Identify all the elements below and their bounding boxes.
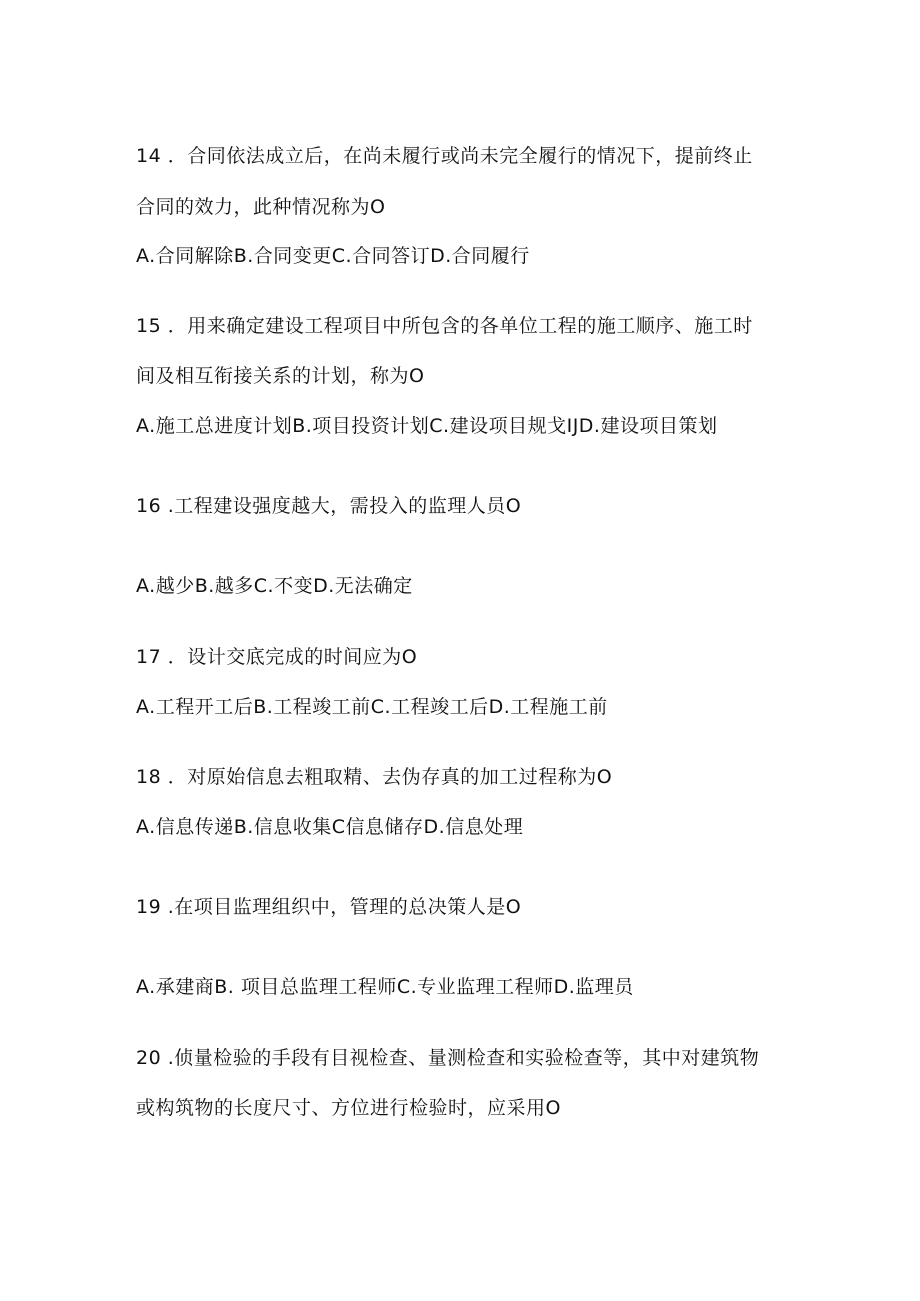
question-17-stem: 17 ．设计交底完成的时间应为O xyxy=(136,646,418,668)
question-20-stem-line-1: 20 .侦量检验的手段有目视检查、量测检查和实验检查等，其中对建筑物 xyxy=(136,1047,760,1069)
question-17-options: A.工程开工后B.工程竣工前C.工程竣工后D.工程施工前 xyxy=(136,696,608,718)
question-19-options: A.承建商B. 项目总监理工程师C.专业监理工程师D.监理员 xyxy=(136,976,634,998)
question-15-stem-line-2: 间及相互衔接关系的计划，称为O xyxy=(136,365,425,387)
question-18-options: A.信息传递B.信息收集C信息储存D.信息处理 xyxy=(136,816,524,838)
question-14-stem-line-1: 14 ．合同依法成立后，在尚未履行或尚未完全履行的情况下，提前终止 xyxy=(136,145,753,167)
question-16-options: A.越少B.越多C.不变D.无法确定 xyxy=(136,575,413,597)
question-15-options: A.施工总进度计划B.项目投资计划C.建设项目规戈IJD.建设项目策划 xyxy=(136,415,718,437)
question-14-stem-line-2: 合同的效力，此种情况称为O xyxy=(136,196,386,218)
question-16-stem: 16 .工程建设强度越大，需投入的监理人员O xyxy=(136,495,522,517)
question-14-options: A.合同解除B.合同变更C.合同答订D.合同履行 xyxy=(136,245,530,267)
question-20-stem-line-2: 或构筑物的长度尺寸、方位进行检验时，应采用O xyxy=(136,1097,561,1119)
question-19-stem: 19 .在项目监理组织中，管理的总决策人是O xyxy=(136,896,522,918)
question-18-stem: 18 ．对原始信息去粗取精、去伪存真的加工过程称为O xyxy=(136,766,613,788)
question-15-stem-line-1: 15 ．用来确定建设工程项目中所包含的各单位工程的施工顺序、施工时 xyxy=(136,315,753,337)
